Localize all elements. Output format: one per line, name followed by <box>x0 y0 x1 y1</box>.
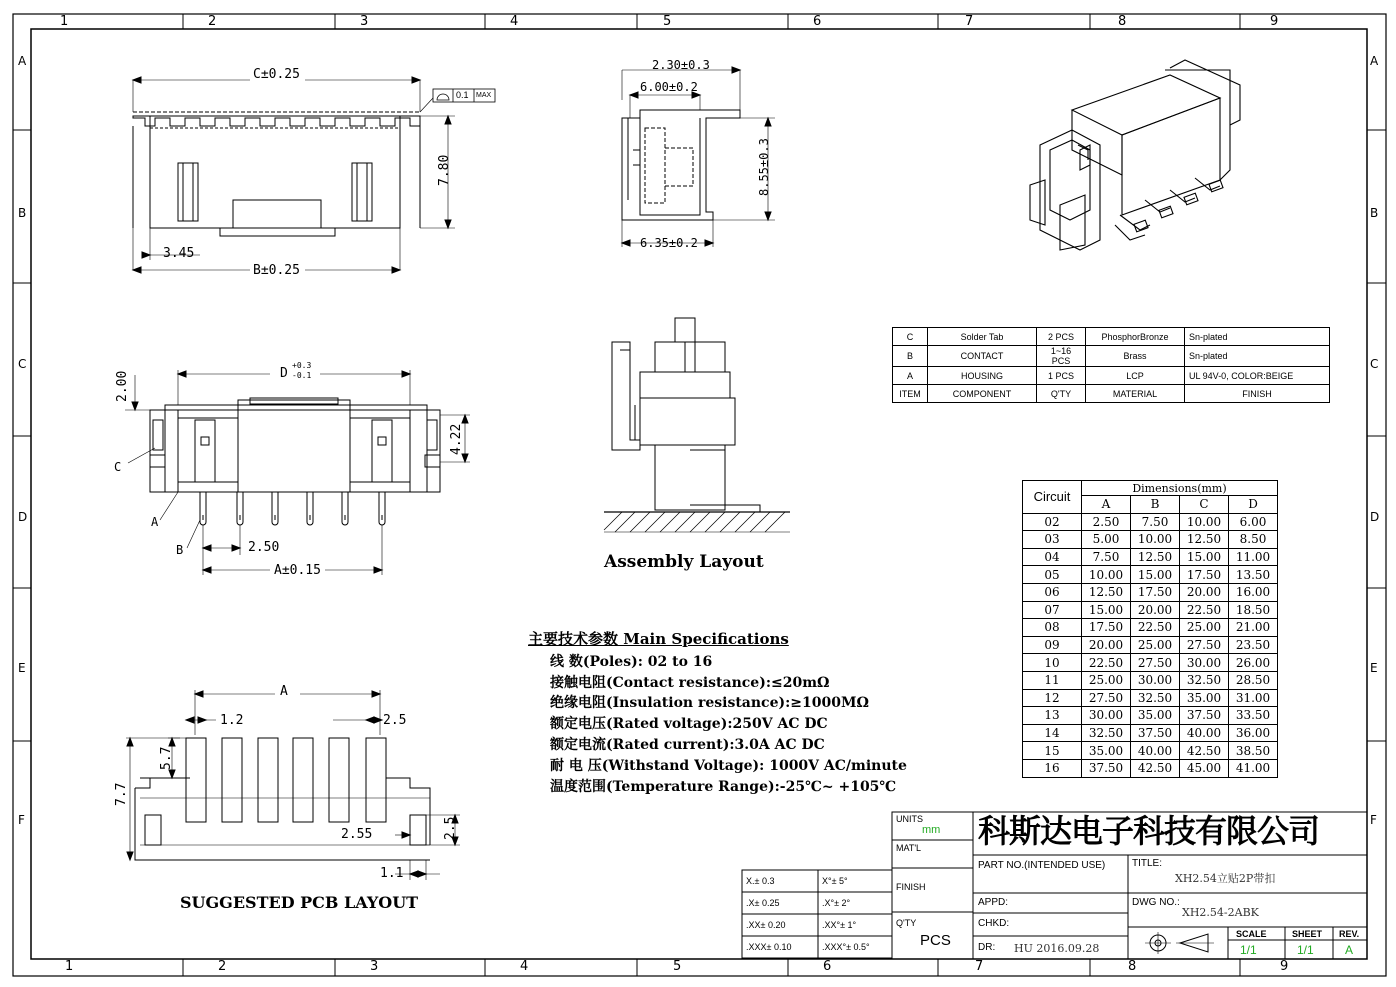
circuit-cell: 15 <box>1023 742 1082 760</box>
dimension-cell: 10.00 <box>1131 531 1180 549</box>
pcb-dim-11: 1.1 <box>380 866 404 881</box>
circuit-cell: 08 <box>1023 619 1082 637</box>
table-row <box>893 385 1330 403</box>
scale-label: SCALE <box>1236 929 1267 939</box>
dimension-cell: 17.50 <box>1131 583 1180 601</box>
table-row <box>1023 671 1278 689</box>
table-cell: HOUSING <box>928 367 1037 385</box>
checked-label: CHKD: <box>978 918 1010 929</box>
dimension-cell: 11.00 <box>1229 548 1278 566</box>
dimension-cell: 20.00 <box>1180 583 1229 601</box>
dimension-cell: 22.50 <box>1180 601 1229 619</box>
tolerance-linear: .XXX± 0.10 <box>746 942 792 952</box>
dimension-cell: 18.50 <box>1229 601 1278 619</box>
zone-label: 3 <box>370 959 379 974</box>
drawing-no-value: XH2.54-2ABK <box>1182 906 1259 919</box>
circuit-cell: 09 <box>1023 636 1082 654</box>
pcb-view <box>126 690 460 880</box>
dim-a-label: A±0.15 <box>274 563 321 578</box>
table-cell: FINISH <box>1185 385 1330 403</box>
dim-pitch-label: 2.50 <box>248 540 280 555</box>
callout-c: C <box>114 460 122 474</box>
zone-label: 2 <box>218 959 227 974</box>
dimension-cell: 40.00 <box>1180 724 1229 742</box>
dimension-cell: 35.00 <box>1180 689 1229 707</box>
table-row <box>1023 654 1278 672</box>
circuit-cell: 05 <box>1023 566 1082 584</box>
zone-label: 4 <box>510 14 519 29</box>
dimension-cell: 45.00 <box>1180 759 1229 777</box>
dimension-cell: 30.00 <box>1082 707 1131 725</box>
pcb-dim-25: 2.5 <box>383 713 407 728</box>
table-cell: UL 94V-0, COLOR:BEIGE <box>1185 367 1330 385</box>
assembly-view <box>604 318 790 532</box>
dimension-cell: 25.00 <box>1180 619 1229 637</box>
dimension-cell: 21.00 <box>1229 619 1278 637</box>
dimension-cell: 6.00 <box>1229 513 1278 531</box>
dimension-cell: 13.50 <box>1229 566 1278 584</box>
table-row <box>1023 548 1278 566</box>
table-cell: B <box>893 346 928 367</box>
zone-label: 1 <box>65 959 74 974</box>
dim-422-label: 4.22 <box>449 423 464 455</box>
table-cell: COMPONENT <box>928 385 1037 403</box>
dim-height-label: 7.80 <box>437 154 452 186</box>
spec-line: 额定电流(Rated current):3.0A AC DC <box>550 737 825 753</box>
dimension-cell: 25.00 <box>1082 671 1131 689</box>
table-row <box>1023 531 1278 549</box>
tolerance-angular: .XX°± 1° <box>822 920 857 930</box>
dimension-cell: 5.00 <box>1082 531 1131 549</box>
material-label: MAT'L <box>896 843 922 853</box>
dimension-cell: 27.50 <box>1131 654 1180 672</box>
pcb-dim-25b: 2.5 <box>443 816 458 840</box>
part-no-label: PART NO.(INTENDED USE) <box>978 860 1106 871</box>
sheet-value: 1/1 <box>1297 943 1314 957</box>
pcb-dim-77: 7.7 <box>114 782 129 806</box>
iso-view <box>1030 60 1240 250</box>
col-header: D <box>1229 496 1278 514</box>
dimension-cell: 17.50 <box>1082 619 1131 637</box>
table-row <box>1023 689 1278 707</box>
dimension-cell: 22.50 <box>1131 619 1180 637</box>
qty-label: Q'TY <box>896 918 917 928</box>
zone-label: 6 <box>823 959 832 974</box>
zone-label: 3 <box>360 14 369 29</box>
drawn-value: HU 2016.09.28 <box>1014 942 1100 955</box>
zone-label: 5 <box>663 14 672 29</box>
dimension-cell: 12.50 <box>1082 583 1131 601</box>
dimension-cell: 38.50 <box>1229 742 1278 760</box>
table-row <box>1023 707 1278 725</box>
dimension-cell: 22.50 <box>1082 654 1131 672</box>
dimension-cell: 30.00 <box>1180 654 1229 672</box>
table-row <box>893 346 1330 367</box>
table-row <box>1023 759 1278 777</box>
table-row <box>893 328 1330 346</box>
zone-label: E <box>18 661 26 675</box>
dimension-cell: 2.50 <box>1082 513 1131 531</box>
callout-a: A <box>151 515 159 529</box>
dimension-cell: 20.00 <box>1082 636 1131 654</box>
dimension-cell: 41.00 <box>1229 759 1278 777</box>
pcb-title: SUGGESTED PCB LAYOUT <box>180 893 419 912</box>
dim-b-label: B±0.25 <box>253 263 300 278</box>
title-label: TITLE: <box>1132 858 1163 869</box>
dimension-cell: 17.50 <box>1180 566 1229 584</box>
dimension-cell: 15.00 <box>1180 548 1229 566</box>
dimension-cell: 8.50 <box>1229 531 1278 549</box>
dimension-cell: 27.50 <box>1180 636 1229 654</box>
dimension-cell: 37.50 <box>1082 759 1131 777</box>
tolerance-angular: .X°± 2° <box>822 898 851 908</box>
zone-label: 8 <box>1118 14 1127 29</box>
dimension-cell: 7.50 <box>1131 513 1180 531</box>
zone-label: 1 <box>60 14 69 29</box>
tolerance-linear: .XX± 0.20 <box>746 920 786 930</box>
table-row <box>1023 619 1278 637</box>
dimension-cell: 27.50 <box>1082 689 1131 707</box>
table-cell: MATERIAL <box>1086 385 1185 403</box>
zone-label: D <box>18 510 28 524</box>
spec-line: 绝缘电阻(Insulation resistance):≥1000MΩ <box>550 695 869 711</box>
zone-label: A <box>1370 54 1379 68</box>
dimension-cell: 26.00 <box>1229 654 1278 672</box>
qty-value: PCS <box>920 932 951 949</box>
dim-c-label: C±0.25 <box>253 67 300 82</box>
table-cell: Solder Tab <box>928 328 1037 346</box>
col-header: B <box>1131 496 1180 514</box>
zone-label: 2 <box>208 14 217 29</box>
zone-label: B <box>1370 206 1379 220</box>
approved-label: APPD: <box>978 897 1009 908</box>
spec-line: 耐 电 压(Withstand Voltage): 1000V AC/minute <box>550 758 907 774</box>
dimension-cell: 36.00 <box>1229 724 1278 742</box>
dimension-cell: 33.50 <box>1229 707 1278 725</box>
dimension-cell: 10.00 <box>1082 566 1131 584</box>
assembly-title: Assembly Layout <box>604 552 764 572</box>
dimension-cell: 42.50 <box>1131 759 1180 777</box>
zone-label: C <box>18 357 27 371</box>
circuit-cell: 04 <box>1023 548 1082 566</box>
dim-offset-label: 3.45 <box>163 246 195 261</box>
dimension-cell: 7.50 <box>1082 548 1131 566</box>
pcb-dim-255: 2.55 <box>341 827 373 842</box>
dimension-cell: 16.00 <box>1229 583 1278 601</box>
table-cell: A <box>893 367 928 385</box>
dimension-cell: 10.00 <box>1180 513 1229 531</box>
zone-label: D <box>1370 510 1380 524</box>
zone-label: F <box>18 813 25 827</box>
dimension-cell: 37.50 <box>1180 707 1229 725</box>
circuit-cell: 02 <box>1023 513 1082 531</box>
dimension-cell: 32.50 <box>1180 671 1229 689</box>
side-dim-base: 6.35±0.2 <box>640 236 698 250</box>
table-cell: Sn-plated <box>1185 346 1330 367</box>
table-cell: Brass <box>1086 346 1185 367</box>
circuit-cell: 16 <box>1023 759 1082 777</box>
finish-label: FINISH <box>896 882 926 892</box>
rev-label: REV. <box>1339 929 1360 939</box>
circuit-cell: 03 <box>1023 531 1082 549</box>
table-cell: ITEM <box>893 385 928 403</box>
dimension-cell: 20.00 <box>1131 601 1180 619</box>
table-cell: Sn-plated <box>1185 328 1330 346</box>
zone-label: F <box>1370 813 1377 827</box>
rev-value: A <box>1345 943 1354 957</box>
dimension-cell: 23.50 <box>1229 636 1278 654</box>
units-label: UNITS <box>896 814 923 824</box>
circuit-cell: 14 <box>1023 724 1082 742</box>
table-row <box>1023 583 1278 601</box>
dimension-cell: 37.50 <box>1131 724 1180 742</box>
col-header: C <box>1180 496 1229 514</box>
dimension-cell: 35.00 <box>1131 707 1180 725</box>
dimensions-header: Dimensions(mm) <box>1082 481 1278 496</box>
zone-label: B <box>18 206 27 220</box>
company-name: 科斯达电子科技有限公司 <box>978 813 1320 849</box>
table-cell: 1 PCS <box>1037 367 1086 385</box>
pcb-dim-a: A <box>280 684 288 699</box>
side-dim-inner: 6.00±0.2 <box>640 80 698 94</box>
circuit-cell: 13 <box>1023 707 1082 725</box>
tolerance-angular: X°± 5° <box>822 876 848 886</box>
table-row <box>1023 724 1278 742</box>
table-row <box>1023 601 1278 619</box>
zone-label: 5 <box>673 959 682 974</box>
zone-label: 7 <box>965 14 974 29</box>
pcb-pads <box>145 738 426 845</box>
table-row <box>1023 742 1278 760</box>
drawing-no-label: DWG NO.: <box>1132 897 1180 908</box>
tolerance-angular: .XXX°± 0.5° <box>822 942 870 952</box>
zone-label: 8 <box>1128 959 1137 974</box>
dimension-cell: 15.00 <box>1131 566 1180 584</box>
spec-line: 线 数(Poles): 02 to 16 <box>550 654 713 670</box>
table-cell: Q'TY <box>1037 385 1086 403</box>
table-cell: 2 PCS <box>1037 328 1086 346</box>
zone-label: 9 <box>1270 14 1279 29</box>
flatness-value: 0.1 <box>456 90 469 100</box>
spec-line: 额定电压(Rated voltage):250V AC DC <box>550 716 828 732</box>
dim-d-label: D <box>280 366 288 381</box>
circuit-cell: 06 <box>1023 583 1082 601</box>
dimension-cell: 30.00 <box>1131 671 1180 689</box>
dimension-cell: 15.00 <box>1082 601 1131 619</box>
table-header-row <box>1023 481 1278 496</box>
dim-200-label: 2.00 <box>115 370 130 402</box>
scale-value: 1/1 <box>1240 943 1257 957</box>
zone-label: E <box>1370 661 1378 675</box>
dimension-cell: 32.50 <box>1082 724 1131 742</box>
dimension-cell: 25.00 <box>1131 636 1180 654</box>
dimension-cell: 28.50 <box>1229 671 1278 689</box>
dimension-cell: 12.50 <box>1180 531 1229 549</box>
table-row <box>1023 636 1278 654</box>
zone-label: 9 <box>1280 959 1289 974</box>
bom-table <box>892 327 1330 403</box>
dimension-cell: 12.50 <box>1131 548 1180 566</box>
dim-d-minus: -0.1 <box>292 371 312 380</box>
table-cell: CONTACT <box>928 346 1037 367</box>
dimension-cell: 32.50 <box>1131 689 1180 707</box>
side-dim-height: 8.55±0.3 <box>757 138 771 196</box>
callout-b: B <box>176 543 184 557</box>
table-row <box>1023 513 1278 531</box>
dimension-cell: 31.00 <box>1229 689 1278 707</box>
zone-label: A <box>18 54 27 68</box>
table-row <box>893 367 1330 385</box>
col-header: A <box>1082 496 1131 514</box>
table-cell: 1~16 PCS <box>1037 346 1086 367</box>
tolerance-linear: X.± 0.3 <box>746 876 775 886</box>
table-cell: LCP <box>1086 367 1185 385</box>
dimension-cell: 42.50 <box>1180 742 1229 760</box>
spec-line: 温度范围(Temperature Range):-25℃~ +105℃ <box>550 779 897 795</box>
zone-label: 7 <box>975 959 984 974</box>
drawn-label: DR: <box>978 942 996 953</box>
zone-label: 4 <box>520 959 529 974</box>
dim-d-plus: +0.3 <box>292 361 312 370</box>
tolerance-linear: .X± 0.25 <box>746 898 780 908</box>
side-view <box>622 67 775 250</box>
spec-line: 接触电阻(Contact resistance):≤20mΩ <box>550 675 830 691</box>
circuit-cell: 11 <box>1023 671 1082 689</box>
sheet-label: SHEET <box>1292 929 1323 939</box>
specs-heading: 主要技术参数 Main Specifications <box>528 630 789 648</box>
flatness-max: MAX <box>476 92 492 99</box>
table-row <box>1023 566 1278 584</box>
dimension-cell: 40.00 <box>1131 742 1180 760</box>
pcb-dim-12: 1.2 <box>220 713 244 728</box>
side-dim-top: 2.30±0.3 <box>652 58 710 72</box>
circuit-cell: 12 <box>1023 689 1082 707</box>
table-cell: C <box>893 328 928 346</box>
zone-label: 6 <box>813 14 822 29</box>
dimension-cell: 35.00 <box>1082 742 1131 760</box>
table-cell: PhosphorBronze <box>1086 328 1185 346</box>
circuit-header: Circuit <box>1023 481 1082 514</box>
circuit-cell: 10 <box>1023 654 1082 672</box>
title-value: XH2.54立贴2P带扣 <box>1175 872 1276 885</box>
circuit-cell: 07 <box>1023 601 1082 619</box>
units-value: mm <box>922 824 941 836</box>
pcb-dim-57: 5.7 <box>159 746 174 770</box>
zone-label: C <box>1370 357 1379 371</box>
dimensions-table <box>1022 480 1278 778</box>
